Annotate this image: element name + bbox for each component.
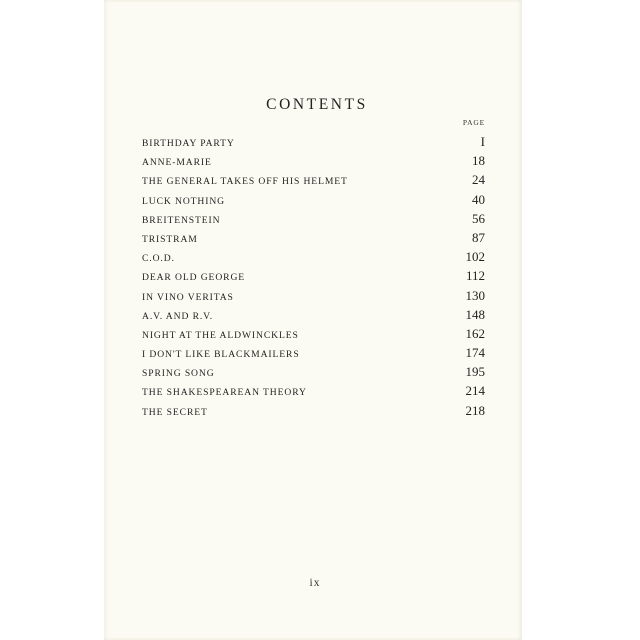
entry-title: SPRING SONG xyxy=(142,368,215,380)
entry-title: LUCK NOTHING xyxy=(142,195,226,207)
contents-entry xyxy=(142,403,485,422)
contents-entry xyxy=(142,230,485,249)
contents-entry xyxy=(142,288,485,307)
entry-title: NIGHT AT THE ALDWINCKLES xyxy=(142,329,299,341)
entry-title: I DON'T LIKE BLACKMAILERS xyxy=(142,349,300,361)
page-folio: ix xyxy=(309,577,321,589)
contents-entry xyxy=(142,134,485,153)
entry-title: BIRTHDAY PARTY xyxy=(142,138,235,149)
contents-entry xyxy=(142,153,485,172)
contents-entry xyxy=(142,307,485,326)
contents-entry xyxy=(142,249,485,268)
entry-title: A.V. AND R.V. xyxy=(142,310,214,322)
contents-entry xyxy=(142,172,485,191)
entry-title: BREITENSTEIN xyxy=(142,214,221,226)
entry-page-number: 218 xyxy=(465,402,485,418)
entry-page-number: 87 xyxy=(472,229,485,245)
entry-page-number: 56 xyxy=(472,210,485,226)
entry-title: DEAR OLD GEORGE xyxy=(142,272,246,284)
entry-title: THE SECRET xyxy=(142,406,208,418)
entry-page-number: 130 xyxy=(465,287,485,303)
entry-title: THE GENERAL TAKES OFF HIS HELMET xyxy=(142,176,348,188)
entry-title: THE SHAKESPEAREAN THEORY xyxy=(142,387,307,399)
entry-page-number: I xyxy=(480,134,485,149)
contents-entry xyxy=(142,192,485,211)
entry-page-number: 174 xyxy=(465,345,485,361)
contents-entry xyxy=(142,268,485,287)
entry-title: C.O.D. xyxy=(142,253,175,265)
page-column-label: PAGE xyxy=(462,118,485,127)
entry-page-number: 40 xyxy=(472,191,485,207)
book-page xyxy=(104,0,522,640)
entry-title: TRISTRAM xyxy=(142,233,198,245)
contents-entry xyxy=(142,211,485,230)
entry-page-number: 162 xyxy=(465,325,485,341)
entry-page-number: 214 xyxy=(465,383,485,399)
contents-entry xyxy=(142,345,485,364)
entry-page-number: 24 xyxy=(472,172,485,188)
contents-list xyxy=(142,134,485,422)
entry-title: ANNE-MARIE xyxy=(142,157,212,169)
entry-title: IN VINO VERITAS xyxy=(142,291,234,303)
entry-page-number: 195 xyxy=(465,364,485,380)
entry-page-number: 102 xyxy=(465,249,485,265)
contents-heading: CONTENTS xyxy=(266,96,368,113)
entry-page-number: 148 xyxy=(465,306,485,322)
contents-entry xyxy=(142,326,485,345)
contents-entry xyxy=(142,383,485,402)
entry-page-number: 18 xyxy=(472,153,485,169)
entry-page-number: 112 xyxy=(465,268,485,284)
contents-entry xyxy=(142,364,485,383)
